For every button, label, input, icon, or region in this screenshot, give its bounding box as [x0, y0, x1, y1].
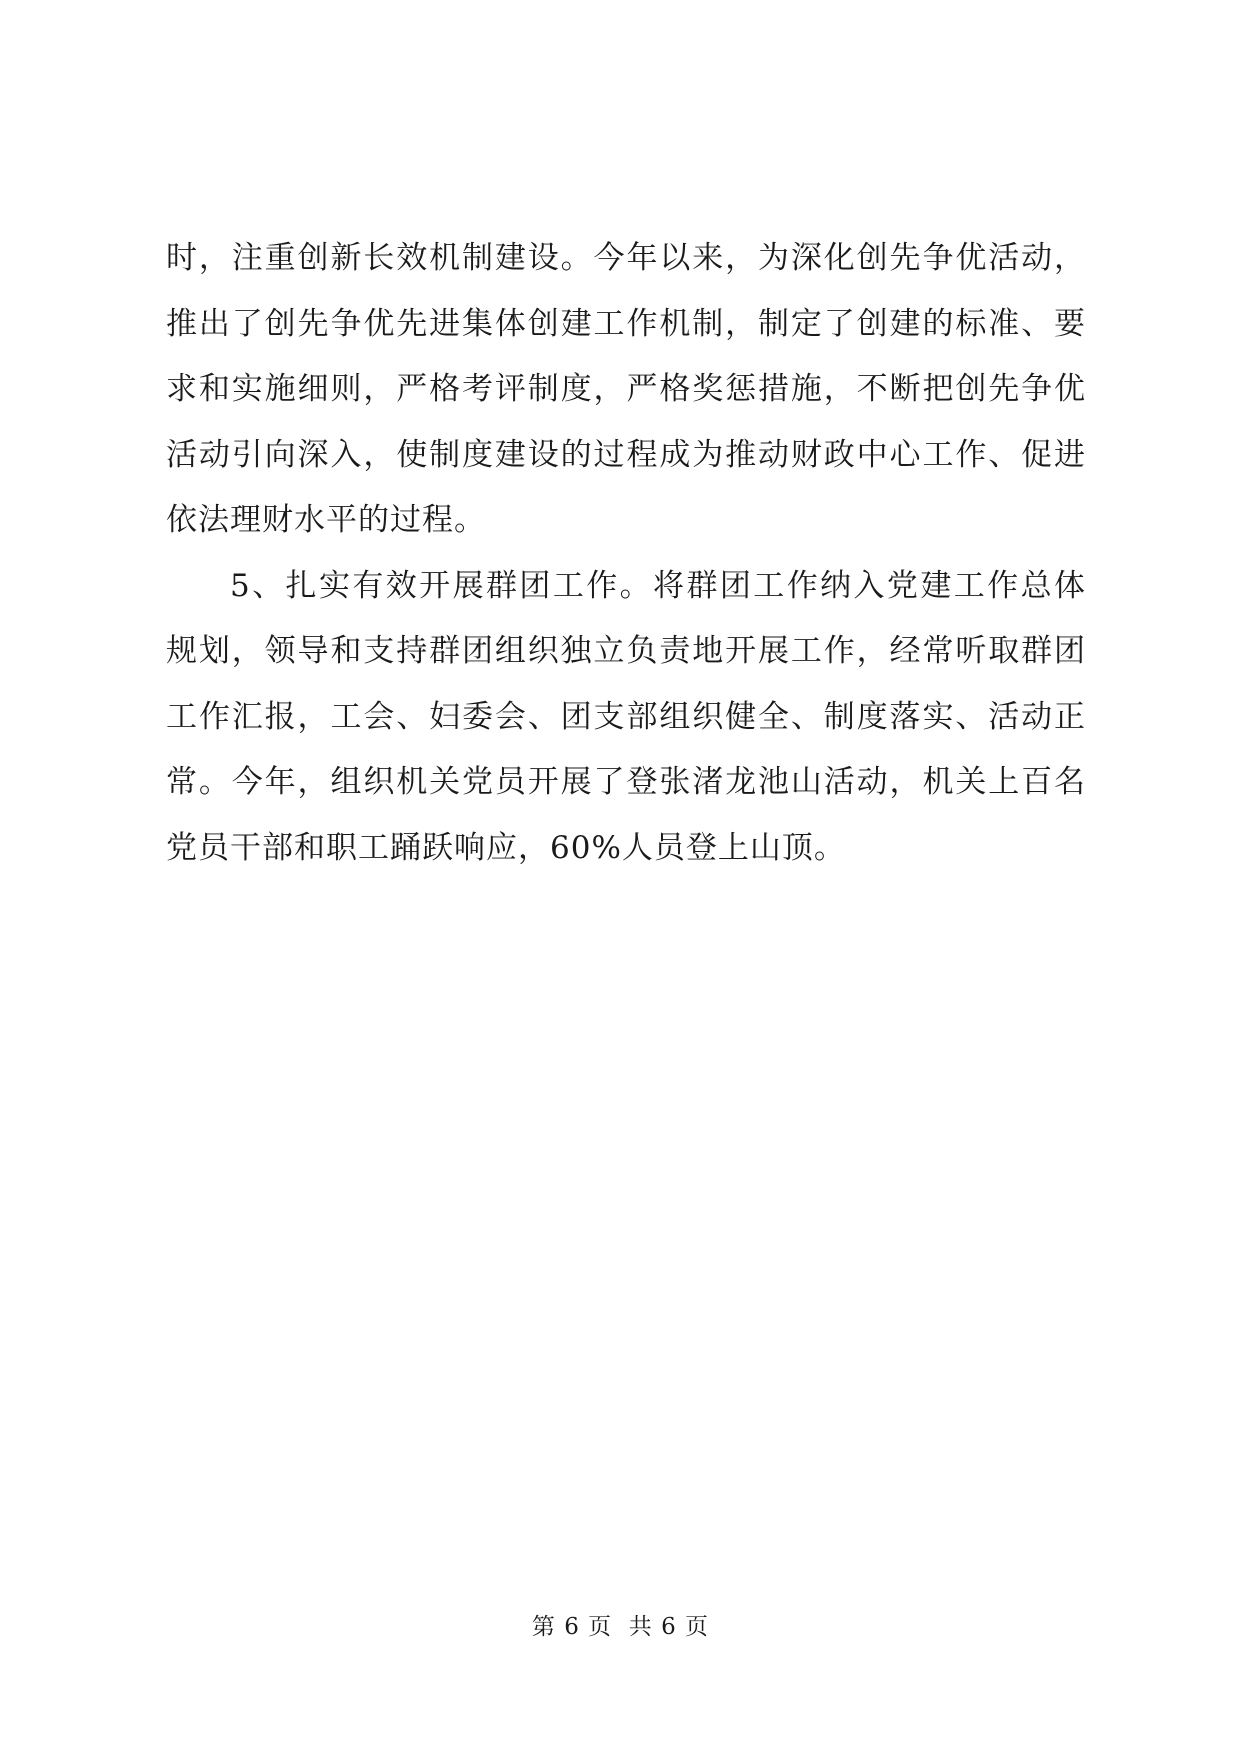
paragraph-line: 活动引向深入，使制度建设的过程成为推动财政中心工作、促进	[166, 436, 1086, 473]
document-body	[166, 226, 1086, 881]
paragraph-line: 依法理财水平的过程。	[166, 502, 486, 538]
paragraph-line: 常。今年，组织机关党员开展了登张渚龙池山活动，机关上百名	[166, 764, 1086, 800]
page-footer	[0, 1608, 1241, 1641]
paragraph-line: 党员干部和职工踊跃响应，60%人员登上山顶。	[166, 829, 846, 866]
paragraph-line: 5、扎实有效开展群团工作。将群团工作纳入党建工作总体	[230, 567, 1086, 604]
page-number: 第 6 页 共 6 页	[531, 1614, 710, 1640]
paragraph-line: 规划，领导和支持群团组织独立负责地开展工作，经常听取群团	[166, 633, 1086, 669]
paragraph-line: 求和实施细则，严格考评制度，严格奖惩措施，不断把创先争优	[166, 371, 1086, 407]
paragraph-line: 推出了创先争优先进集体创建工作机制，制定了创建的标准、要	[166, 305, 1086, 342]
paragraph-line: 时，注重创新长效机制建设。今年以来，为深化创先争优活动，	[166, 240, 1086, 276]
paragraph-line: 工作汇报，工会、妇委会、团支部组织健全、制度落实、活动正	[166, 698, 1086, 735]
